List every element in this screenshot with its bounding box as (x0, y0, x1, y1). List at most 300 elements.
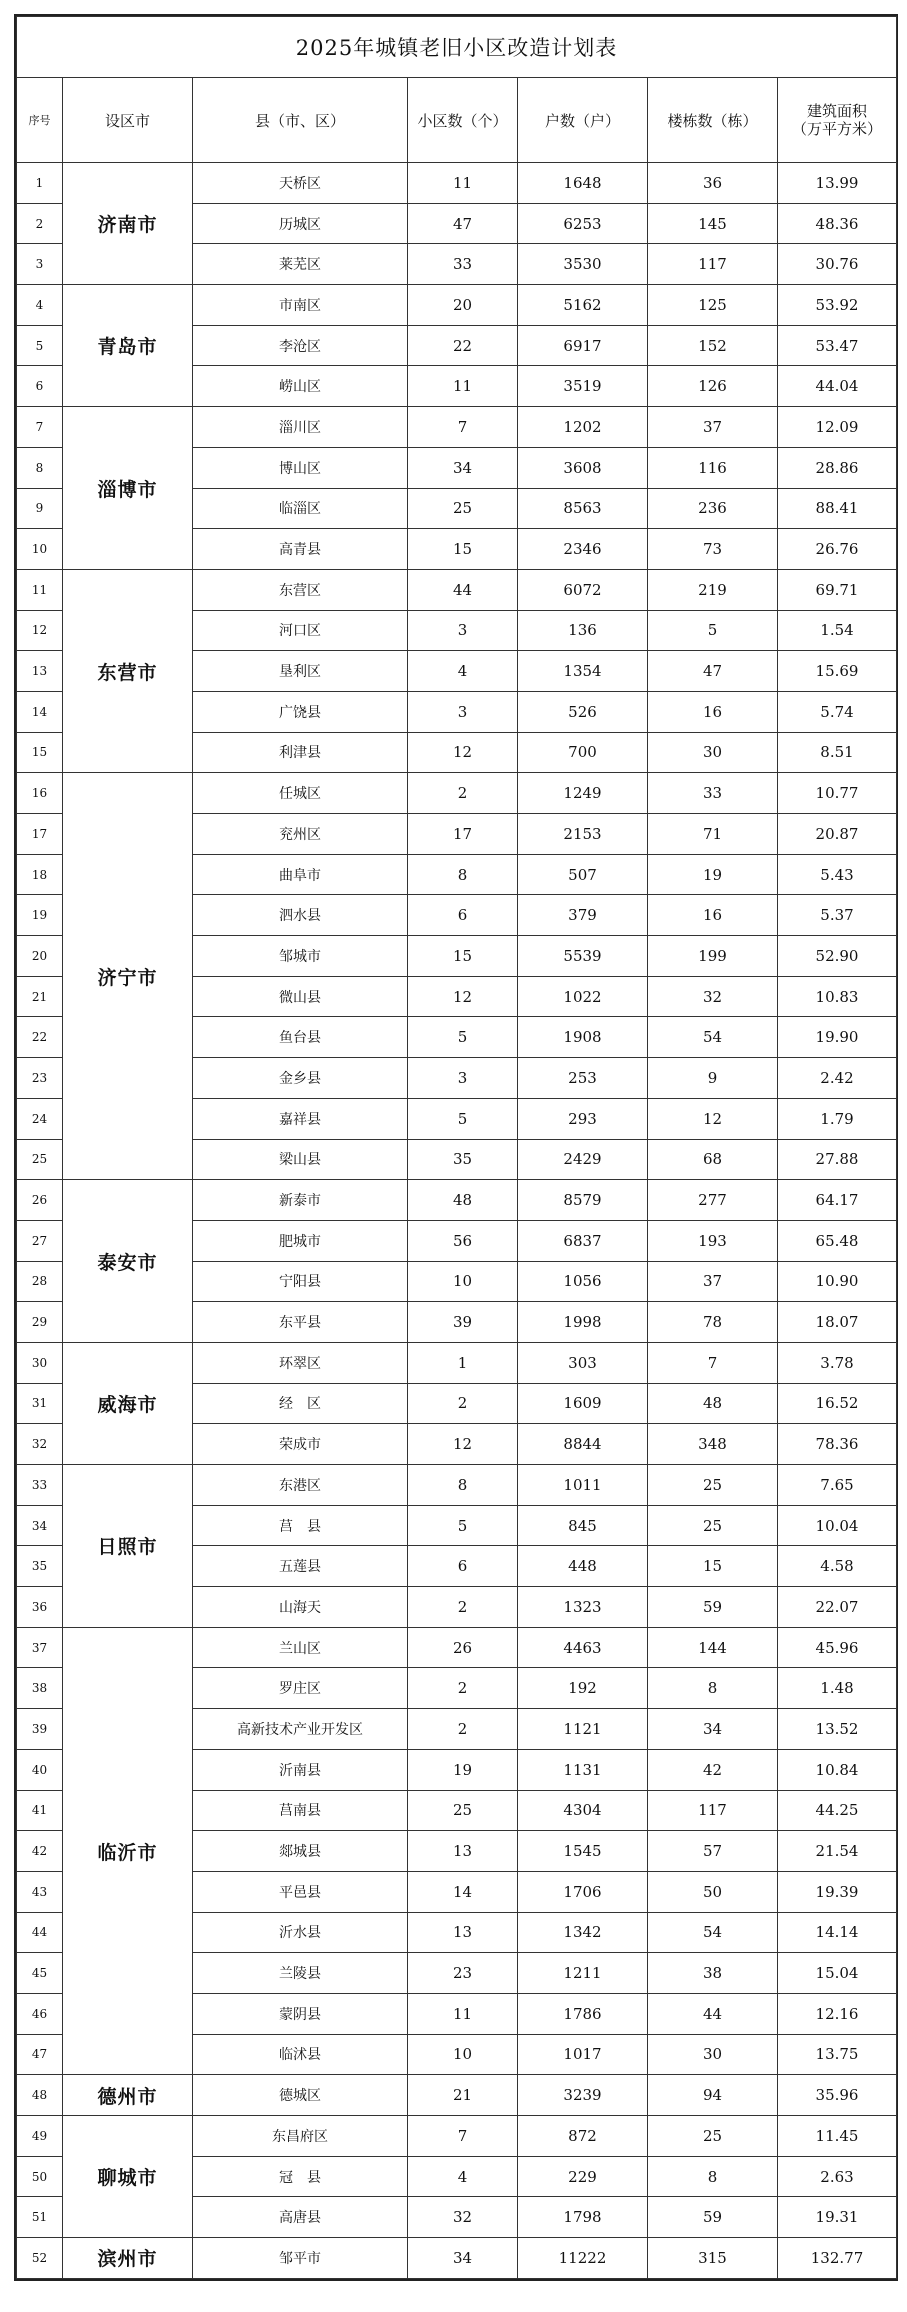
header-area-line2: （万平方米） (792, 120, 883, 138)
communities-cell: 25 (408, 488, 518, 529)
communities-cell: 5 (408, 1098, 518, 1139)
county-cell: 肥城市 (193, 1220, 408, 1261)
area-cell: 1.48 (778, 1668, 897, 1709)
communities-cell: 39 (408, 1302, 518, 1343)
row-index: 28 (17, 1261, 63, 1302)
buildings-cell: 34 (648, 1709, 778, 1750)
table-row (17, 163, 897, 204)
county-cell: 高唐县 (193, 2197, 408, 2238)
communities-cell: 12 (408, 732, 518, 773)
area-cell: 69.71 (778, 569, 897, 610)
area-cell: 10.83 (778, 976, 897, 1017)
buildings-cell: 144 (648, 1627, 778, 1668)
households-cell: 1202 (518, 407, 648, 448)
county-cell: 嘉祥县 (193, 1098, 408, 1139)
county-cell: 梁山县 (193, 1139, 408, 1180)
row-index: 20 (17, 936, 63, 977)
header-buildings: 楼栋数（栋） (648, 78, 778, 163)
buildings-cell: 94 (648, 2075, 778, 2116)
area-cell: 12.16 (778, 1993, 897, 2034)
buildings-cell: 116 (648, 447, 778, 488)
header-county: 县（市、区） (193, 78, 408, 163)
county-cell: 罗庄区 (193, 1668, 408, 1709)
row-index: 43 (17, 1871, 63, 1912)
buildings-cell: 25 (648, 1505, 778, 1546)
communities-cell: 23 (408, 1953, 518, 1994)
area-cell: 53.47 (778, 325, 897, 366)
communities-cell: 48 (408, 1180, 518, 1221)
table-row (17, 773, 897, 814)
households-cell: 2429 (518, 1139, 648, 1180)
buildings-cell: 71 (648, 814, 778, 855)
communities-cell: 25 (408, 1790, 518, 1831)
county-cell: 曲阜市 (193, 854, 408, 895)
households-cell: 2153 (518, 814, 648, 855)
row-index: 49 (17, 2116, 63, 2157)
county-cell: 东港区 (193, 1465, 408, 1506)
city-cell: 泰安市 (63, 1180, 193, 1343)
households-cell: 8844 (518, 1424, 648, 1465)
row-index: 31 (17, 1383, 63, 1424)
households-cell: 1056 (518, 1261, 648, 1302)
households-cell: 229 (518, 2156, 648, 2197)
row-index: 9 (17, 488, 63, 529)
county-cell: 市南区 (193, 285, 408, 326)
buildings-cell: 12 (648, 1098, 778, 1139)
households-cell: 2346 (518, 529, 648, 570)
communities-cell: 3 (408, 691, 518, 732)
area-cell: 13.52 (778, 1709, 897, 1750)
area-cell: 15.04 (778, 1953, 897, 1994)
table-row (17, 569, 897, 610)
area-cell: 19.31 (778, 2197, 897, 2238)
area-cell: 44.04 (778, 366, 897, 407)
buildings-cell: 30 (648, 732, 778, 773)
row-index: 2 (17, 203, 63, 244)
row-index: 17 (17, 814, 63, 855)
row-index: 22 (17, 1017, 63, 1058)
city-cell: 济宁市 (63, 773, 193, 1180)
buildings-cell: 37 (648, 1261, 778, 1302)
communities-cell: 15 (408, 529, 518, 570)
row-index: 4 (17, 285, 63, 326)
header-city: 设区市 (63, 78, 193, 163)
county-cell: 历城区 (193, 203, 408, 244)
county-cell: 莱芜区 (193, 244, 408, 285)
renovation-plan-table (16, 16, 897, 2279)
county-cell: 淄川区 (193, 407, 408, 448)
county-cell: 泗水县 (193, 895, 408, 936)
row-index: 30 (17, 1342, 63, 1383)
city-cell: 东营市 (63, 569, 193, 772)
table-row (17, 2075, 897, 2116)
households-cell: 1786 (518, 1993, 648, 2034)
county-cell: 东平县 (193, 1302, 408, 1343)
row-index: 36 (17, 1587, 63, 1628)
communities-cell: 7 (408, 407, 518, 448)
buildings-cell: 44 (648, 1993, 778, 2034)
row-index: 8 (17, 447, 63, 488)
row-index: 15 (17, 732, 63, 773)
communities-cell: 21 (408, 2075, 518, 2116)
county-cell: 沂南县 (193, 1749, 408, 1790)
row-index: 6 (17, 366, 63, 407)
communities-cell: 6 (408, 895, 518, 936)
area-cell: 78.36 (778, 1424, 897, 1465)
buildings-cell: 348 (648, 1424, 778, 1465)
county-cell: 崂山区 (193, 366, 408, 407)
households-cell: 3530 (518, 244, 648, 285)
communities-cell: 3 (408, 1058, 518, 1099)
buildings-cell: 59 (648, 1587, 778, 1628)
row-index: 42 (17, 1831, 63, 1872)
county-cell: 东昌府区 (193, 2116, 408, 2157)
households-cell: 1545 (518, 1831, 648, 1872)
area-cell: 1.79 (778, 1098, 897, 1139)
county-cell: 五莲县 (193, 1546, 408, 1587)
buildings-cell: 32 (648, 976, 778, 1017)
households-cell: 1011 (518, 1465, 648, 1506)
households-cell: 700 (518, 732, 648, 773)
county-cell: 垦利区 (193, 651, 408, 692)
households-cell: 1131 (518, 1749, 648, 1790)
county-cell: 蒙阴县 (193, 1993, 408, 2034)
communities-cell: 3 (408, 610, 518, 651)
buildings-cell: 57 (648, 1831, 778, 1872)
row-index: 24 (17, 1098, 63, 1139)
area-cell: 1.54 (778, 610, 897, 651)
communities-cell: 5 (408, 1017, 518, 1058)
households-cell: 1211 (518, 1953, 648, 1994)
households-cell: 8563 (518, 488, 648, 529)
area-cell: 15.69 (778, 651, 897, 692)
area-cell: 53.92 (778, 285, 897, 326)
households-cell: 6253 (518, 203, 648, 244)
county-cell: 任城区 (193, 773, 408, 814)
row-index: 5 (17, 325, 63, 366)
buildings-cell: 36 (648, 163, 778, 204)
buildings-cell: 38 (648, 1953, 778, 1994)
buildings-cell: 125 (648, 285, 778, 326)
area-cell: 45.96 (778, 1627, 897, 1668)
county-cell: 广饶县 (193, 691, 408, 732)
buildings-cell: 117 (648, 244, 778, 285)
city-cell: 聊城市 (63, 2116, 193, 2238)
buildings-cell: 145 (648, 203, 778, 244)
county-cell: 平邑县 (193, 1871, 408, 1912)
city-cell: 淄博市 (63, 407, 193, 570)
buildings-cell: 50 (648, 1871, 778, 1912)
area-cell: 7.65 (778, 1465, 897, 1506)
communities-cell: 34 (408, 447, 518, 488)
county-cell: 利津县 (193, 732, 408, 773)
county-cell: 兰陵县 (193, 1953, 408, 1994)
buildings-cell: 7 (648, 1342, 778, 1383)
communities-cell: 2 (408, 1709, 518, 1750)
area-cell: 22.07 (778, 1587, 897, 1628)
area-cell: 20.87 (778, 814, 897, 855)
city-cell: 日照市 (63, 1465, 193, 1628)
area-cell: 132.77 (778, 2238, 897, 2279)
row-index: 48 (17, 2075, 63, 2116)
communities-cell: 8 (408, 1465, 518, 1506)
row-index: 50 (17, 2156, 63, 2197)
buildings-cell: 59 (648, 2197, 778, 2238)
households-cell: 1017 (518, 2034, 648, 2075)
communities-cell: 56 (408, 1220, 518, 1261)
buildings-cell: 16 (648, 895, 778, 936)
communities-cell: 2 (408, 1668, 518, 1709)
row-index: 52 (17, 2238, 63, 2279)
row-index: 18 (17, 854, 63, 895)
communities-cell: 15 (408, 936, 518, 977)
row-index: 25 (17, 1139, 63, 1180)
communities-cell: 13 (408, 1912, 518, 1953)
county-cell: 宁阳县 (193, 1261, 408, 1302)
area-cell: 5.37 (778, 895, 897, 936)
row-index: 27 (17, 1220, 63, 1261)
buildings-cell: 5 (648, 610, 778, 651)
households-cell: 192 (518, 1668, 648, 1709)
buildings-cell: 193 (648, 1220, 778, 1261)
buildings-cell: 73 (648, 529, 778, 570)
city-cell: 滨州市 (63, 2238, 193, 2279)
area-cell: 26.76 (778, 529, 897, 570)
county-cell: 高青县 (193, 529, 408, 570)
county-cell: 天桥区 (193, 163, 408, 204)
row-index: 7 (17, 407, 63, 448)
row-index: 46 (17, 1993, 63, 2034)
row-index: 14 (17, 691, 63, 732)
communities-cell: 22 (408, 325, 518, 366)
communities-cell: 14 (408, 1871, 518, 1912)
header-row (17, 78, 897, 163)
county-cell: 兰山区 (193, 1627, 408, 1668)
county-cell: 新泰市 (193, 1180, 408, 1221)
households-cell: 845 (518, 1505, 648, 1546)
area-cell: 88.41 (778, 488, 897, 529)
buildings-cell: 25 (648, 2116, 778, 2157)
buildings-cell: 78 (648, 1302, 778, 1343)
row-index: 45 (17, 1953, 63, 1994)
households-cell: 11222 (518, 2238, 648, 2279)
households-cell: 1121 (518, 1709, 648, 1750)
buildings-cell: 54 (648, 1017, 778, 1058)
area-cell: 13.75 (778, 2034, 897, 2075)
county-cell: 临淄区 (193, 488, 408, 529)
communities-cell: 11 (408, 366, 518, 407)
households-cell: 379 (518, 895, 648, 936)
county-cell: 鱼台县 (193, 1017, 408, 1058)
renovation-plan-sheet (14, 14, 898, 2281)
area-cell: 5.43 (778, 854, 897, 895)
buildings-cell: 8 (648, 2156, 778, 2197)
communities-cell: 2 (408, 1383, 518, 1424)
area-cell: 52.90 (778, 936, 897, 977)
communities-cell: 33 (408, 244, 518, 285)
households-cell: 4304 (518, 1790, 648, 1831)
households-cell: 293 (518, 1098, 648, 1139)
table-row (17, 407, 897, 448)
row-index: 34 (17, 1505, 63, 1546)
area-cell: 44.25 (778, 1790, 897, 1831)
households-cell: 1998 (518, 1302, 648, 1343)
row-index: 35 (17, 1546, 63, 1587)
area-cell: 5.74 (778, 691, 897, 732)
header-area (778, 78, 897, 163)
buildings-cell: 315 (648, 2238, 778, 2279)
city-cell: 济南市 (63, 163, 193, 285)
buildings-cell: 236 (648, 488, 778, 529)
row-index: 51 (17, 2197, 63, 2238)
communities-cell: 19 (408, 1749, 518, 1790)
communities-cell: 10 (408, 2034, 518, 2075)
area-cell: 11.45 (778, 2116, 897, 2157)
area-cell: 10.77 (778, 773, 897, 814)
area-cell: 2.42 (778, 1058, 897, 1099)
buildings-cell: 199 (648, 936, 778, 977)
area-cell: 14.14 (778, 1912, 897, 1953)
area-cell: 16.52 (778, 1383, 897, 1424)
area-cell: 21.54 (778, 1831, 897, 1872)
area-cell: 48.36 (778, 203, 897, 244)
row-index: 41 (17, 1790, 63, 1831)
communities-cell: 11 (408, 1993, 518, 2034)
header-area-line1: 建筑面积 (807, 102, 868, 120)
buildings-cell: 19 (648, 854, 778, 895)
communities-cell: 44 (408, 569, 518, 610)
households-cell: 1648 (518, 163, 648, 204)
households-cell: 448 (518, 1546, 648, 1587)
households-cell: 6917 (518, 325, 648, 366)
county-cell: 高新技术产业开发区 (193, 1709, 408, 1750)
county-cell: 兖州区 (193, 814, 408, 855)
households-cell: 1609 (518, 1383, 648, 1424)
buildings-cell: 126 (648, 366, 778, 407)
county-cell: 临沭县 (193, 2034, 408, 2075)
communities-cell: 34 (408, 2238, 518, 2279)
row-index: 16 (17, 773, 63, 814)
households-cell: 526 (518, 691, 648, 732)
communities-cell: 4 (408, 2156, 518, 2197)
buildings-cell: 30 (648, 2034, 778, 2075)
table-row (17, 2238, 897, 2279)
communities-cell: 7 (408, 2116, 518, 2157)
row-index: 38 (17, 1668, 63, 1709)
table-row (17, 285, 897, 326)
households-cell: 1022 (518, 976, 648, 1017)
county-cell: 德城区 (193, 2075, 408, 2116)
row-index: 10 (17, 529, 63, 570)
households-cell: 5162 (518, 285, 648, 326)
area-cell: 18.07 (778, 1302, 897, 1343)
households-cell: 8579 (518, 1180, 648, 1221)
area-cell: 3.78 (778, 1342, 897, 1383)
area-cell: 10.90 (778, 1261, 897, 1302)
row-index: 11 (17, 569, 63, 610)
area-cell: 64.17 (778, 1180, 897, 1221)
households-cell: 6072 (518, 569, 648, 610)
households-cell: 253 (518, 1058, 648, 1099)
area-cell: 19.39 (778, 1871, 897, 1912)
buildings-cell: 9 (648, 1058, 778, 1099)
communities-cell: 4 (408, 651, 518, 692)
row-index: 40 (17, 1749, 63, 1790)
buildings-cell: 16 (648, 691, 778, 732)
county-cell: 郯城县 (193, 1831, 408, 1872)
communities-cell: 10 (408, 1261, 518, 1302)
communities-cell: 5 (408, 1505, 518, 1546)
communities-cell: 2 (408, 1587, 518, 1628)
households-cell: 1354 (518, 651, 648, 692)
households-cell: 3608 (518, 447, 648, 488)
buildings-cell: 33 (648, 773, 778, 814)
table-row (17, 1627, 897, 1668)
communities-cell: 32 (408, 2197, 518, 2238)
county-cell: 邹平市 (193, 2238, 408, 2279)
area-cell: 12.09 (778, 407, 897, 448)
buildings-cell: 54 (648, 1912, 778, 1953)
county-cell: 莒 县 (193, 1505, 408, 1546)
row-index: 1 (17, 163, 63, 204)
table-row (17, 2116, 897, 2157)
county-cell: 李沧区 (193, 325, 408, 366)
area-cell: 65.48 (778, 1220, 897, 1261)
county-cell: 山海天 (193, 1587, 408, 1628)
buildings-cell: 8 (648, 1668, 778, 1709)
area-cell: 35.96 (778, 2075, 897, 2116)
area-cell: 27.88 (778, 1139, 897, 1180)
households-cell: 872 (518, 2116, 648, 2157)
communities-cell: 47 (408, 203, 518, 244)
communities-cell: 8 (408, 854, 518, 895)
area-cell: 19.90 (778, 1017, 897, 1058)
communities-cell: 13 (408, 1831, 518, 1872)
row-index: 44 (17, 1912, 63, 1953)
households-cell: 1706 (518, 1871, 648, 1912)
county-cell: 微山县 (193, 976, 408, 1017)
area-cell: 28.86 (778, 447, 897, 488)
households-cell: 1908 (518, 1017, 648, 1058)
row-index: 29 (17, 1302, 63, 1343)
table-row (17, 1180, 897, 1221)
area-cell: 8.51 (778, 732, 897, 773)
county-cell: 河口区 (193, 610, 408, 651)
buildings-cell: 117 (648, 1790, 778, 1831)
buildings-cell: 42 (648, 1749, 778, 1790)
city-cell: 临沂市 (63, 1627, 193, 2075)
header-communities: 小区数（个） (408, 78, 518, 163)
row-index: 26 (17, 1180, 63, 1221)
row-index: 37 (17, 1627, 63, 1668)
households-cell: 3239 (518, 2075, 648, 2116)
table-row (17, 1465, 897, 1506)
area-cell: 4.58 (778, 1546, 897, 1587)
communities-cell: 6 (408, 1546, 518, 1587)
row-index: 23 (17, 1058, 63, 1099)
county-cell: 荣成市 (193, 1424, 408, 1465)
row-index: 13 (17, 651, 63, 692)
header-households: 户数（户） (518, 78, 648, 163)
area-cell: 10.84 (778, 1749, 897, 1790)
row-index: 19 (17, 895, 63, 936)
households-cell: 3519 (518, 366, 648, 407)
communities-cell: 26 (408, 1627, 518, 1668)
city-cell: 青岛市 (63, 285, 193, 407)
buildings-cell: 219 (648, 569, 778, 610)
area-cell: 13.99 (778, 163, 897, 204)
buildings-cell: 47 (648, 651, 778, 692)
